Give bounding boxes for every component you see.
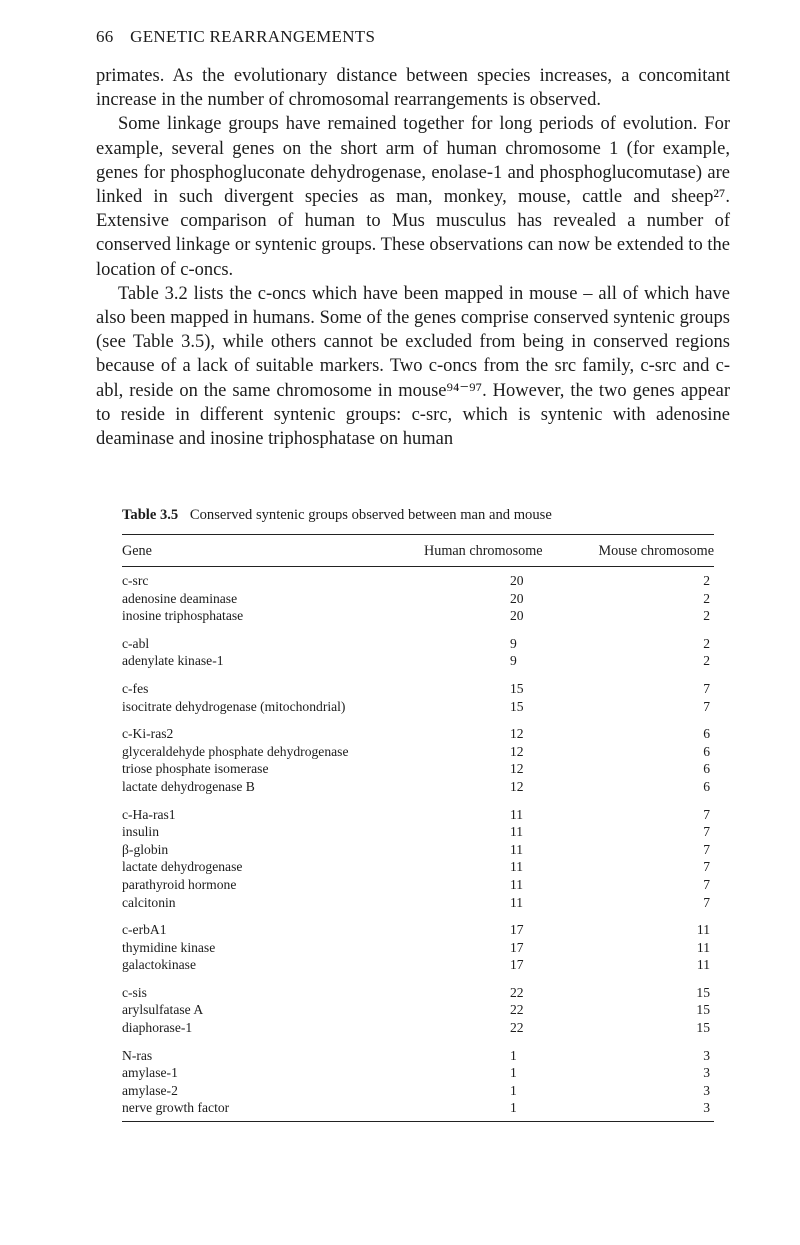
mouse-chromosome-cell: 11	[696, 939, 710, 955]
human-chromosome-cell: 11	[510, 841, 524, 857]
table-row	[122, 939, 714, 957]
gene-cell: nerve growth factor	[122, 1100, 230, 1116]
mouse-chromosome-cell: 6	[703, 726, 710, 742]
syntenic-group	[122, 921, 714, 974]
human-chromosome-cell: 22	[510, 984, 524, 1000]
table-row	[122, 894, 714, 912]
col-header-human: Human chromosome	[424, 543, 543, 559]
human-chromosome-cell: 9	[510, 653, 517, 669]
gene-cell: c-Ki-ras2	[122, 726, 174, 742]
table-row	[122, 876, 714, 894]
mouse-chromosome-cell: 7	[703, 841, 710, 857]
table-row	[122, 1001, 714, 1019]
mouse-chromosome-cell: 15	[696, 1002, 710, 1018]
gene-cell: triose phosphate isomerase	[122, 761, 269, 777]
syntenic-group	[122, 725, 714, 795]
table-row	[122, 858, 714, 876]
table-header-row	[122, 535, 714, 566]
human-chromosome-cell: 11	[510, 824, 524, 840]
gene-cell: isocitrate dehydrogenase (mitochondrial)	[122, 698, 346, 714]
body-text	[96, 64, 730, 451]
human-chromosome-cell: 1	[510, 1065, 517, 1081]
mouse-chromosome-cell: 7	[703, 806, 710, 822]
col-header-mouse: Mouse chromosome	[598, 543, 714, 559]
mouse-chromosome-cell: 7	[703, 698, 710, 714]
mouse-chromosome-cell: 3	[703, 1100, 710, 1116]
gene-cell: c-src	[122, 573, 149, 588]
gene-cell: amylase-2	[122, 1082, 178, 1098]
table-row	[122, 725, 714, 743]
table-row	[122, 652, 714, 670]
human-chromosome-cell: 15	[510, 698, 524, 714]
gene-cell: c-sis	[122, 984, 147, 1000]
syntenic-group	[122, 1047, 714, 1117]
human-chromosome-cell: 12	[510, 778, 524, 794]
human-chromosome-cell: 22	[510, 1002, 524, 1018]
syntenic-group	[122, 984, 714, 1037]
mouse-chromosome-cell: 2	[703, 573, 710, 588]
gene-cell: adenosine deaminase	[122, 590, 238, 606]
human-chromosome-cell: 11	[510, 894, 524, 910]
human-chromosome-cell: 15	[510, 680, 524, 696]
human-chromosome-cell: 20	[510, 608, 524, 624]
mouse-chromosome-cell: 15	[696, 984, 710, 1000]
mouse-chromosome-cell: 3	[703, 1082, 710, 1098]
gene-cell: c-abl	[122, 635, 150, 651]
table-row	[122, 778, 714, 796]
table-body	[122, 567, 714, 1121]
running-title: GENETIC REARRANGEMENTS	[130, 27, 376, 46]
paragraph: primates. As the evolutionary distance between species increases, a concomitant increase in the number of chromosomal rearrangements is observed.	[96, 66, 730, 111]
table-row	[122, 984, 714, 1002]
mouse-chromosome-cell: 7	[703, 859, 710, 875]
table-label: Table 3.5	[122, 507, 179, 523]
human-chromosome-cell: 9	[510, 635, 517, 651]
syntenic-group	[122, 635, 714, 670]
table-row	[122, 921, 714, 939]
gene-cell: adenylate kinase-1	[122, 653, 224, 669]
human-chromosome-cell: 1	[510, 1082, 517, 1098]
mouse-chromosome-cell: 3	[703, 1065, 710, 1081]
table-row	[122, 1064, 714, 1082]
mouse-chromosome-cell: 2	[703, 653, 710, 669]
table-bottom-rule	[122, 1121, 714, 1122]
table-row	[122, 1099, 714, 1117]
mouse-chromosome-cell: 7	[703, 876, 710, 892]
human-chromosome-cell: 1	[510, 1047, 517, 1063]
gene-cell: arylsulfatase A	[122, 1002, 204, 1018]
human-chromosome-cell: 12	[510, 726, 524, 742]
human-chromosome-cell: 12	[510, 743, 524, 759]
human-chromosome-cell: 11	[510, 806, 524, 822]
table-row	[122, 841, 714, 859]
gene-cell: c-Ha-ras1	[122, 806, 176, 822]
syntenic-group	[122, 680, 714, 715]
table-row	[122, 680, 714, 698]
human-chromosome-cell: 1	[510, 1100, 517, 1116]
table-row	[122, 1047, 714, 1065]
paragraph: Some linkage groups have remained together for long periods of evolution. For example, several genes on the short arm of human chromosome 1 (for example, genes for phosphogluconate dehydrogenase, enolase-1 and phosphoglucomutase) are linked in such divergent species as man, monkey, mouse, cattle and sheep²⁷. Extensive comparison of human to Mus musculus has revealed a number of conserved linkage or syntenic groups. These observations can now be extended to the location of c-oncs.	[96, 114, 730, 280]
mouse-chromosome-cell: 7	[703, 680, 710, 696]
paragraph: Table 3.2 lists the c-oncs which have been mapped in mouse – all of which have also been mapped in humans. Some of the genes comprise conserved syntenic groups (see Table 3.5), while others cannot be excluded from being in conserved regions because of a lack of suitable markers. Two c-oncs from the src family, c-src and c-abl, reside on the same chromosome in mouse⁹⁴⁻⁹⁷. However, the two genes appear to reside in different syntenic groups: c-src, which is syntenic with adenosine deaminase and inosine triphosphatase on human	[96, 283, 730, 450]
human-chromosome-cell: 11	[510, 859, 524, 875]
mouse-chromosome-cell: 2	[703, 590, 710, 606]
gene-cell: glyceraldehyde phosphate dehydrogenase	[122, 743, 349, 759]
syntenic-group	[122, 572, 714, 625]
gene-cell: c-fes	[122, 680, 149, 696]
table-row	[122, 572, 714, 590]
table-row	[122, 635, 714, 653]
gene-cell: β-globin	[122, 841, 169, 857]
running-header	[96, 27, 375, 47]
mouse-chromosome-cell: 6	[703, 743, 710, 759]
table-row	[122, 743, 714, 761]
gene-cell: thymidine kinase	[122, 939, 216, 955]
human-chromosome-cell: 17	[510, 957, 524, 973]
table-row	[122, 806, 714, 824]
mouse-chromosome-cell: 7	[703, 824, 710, 840]
syntenic-group	[122, 806, 714, 912]
table-row	[122, 760, 714, 778]
col-header-gene: Gene	[122, 543, 152, 559]
gene-cell: N-ras	[122, 1047, 153, 1063]
mouse-chromosome-cell: 6	[703, 778, 710, 794]
gene-cell: c-erbA1	[122, 922, 167, 938]
human-chromosome-cell: 17	[510, 939, 524, 955]
gene-cell: insulin	[122, 824, 160, 840]
table-caption-text: Conserved syntenic groups observed between man and mouse	[189, 507, 552, 523]
gene-cell: lactate dehydrogenase	[122, 859, 243, 875]
human-chromosome-cell: 12	[510, 761, 524, 777]
table-row	[122, 698, 714, 716]
human-chromosome-cell: 11	[510, 876, 524, 892]
gene-cell: inosine triphosphatase	[122, 608, 244, 624]
mouse-chromosome-cell: 11	[696, 922, 710, 938]
human-chromosome-cell: 17	[510, 922, 524, 938]
table-row	[122, 956, 714, 974]
table-row	[122, 607, 714, 625]
human-chromosome-cell: 20	[510, 573, 524, 588]
table-row	[122, 590, 714, 608]
gene-cell: amylase-1	[122, 1065, 178, 1081]
mouse-chromosome-cell: 6	[703, 761, 710, 777]
mouse-chromosome-cell: 3	[703, 1047, 710, 1063]
table-row	[122, 1082, 714, 1100]
table-caption	[122, 507, 714, 524]
mouse-chromosome-cell: 7	[703, 894, 710, 910]
gene-cell: calcitonin	[122, 894, 176, 910]
mouse-chromosome-cell: 15	[696, 1020, 710, 1036]
gene-cell: diaphorase-1	[122, 1020, 193, 1036]
gene-cell: parathyroid hormone	[122, 876, 237, 892]
mouse-chromosome-cell: 2	[703, 608, 710, 624]
table-row	[122, 1019, 714, 1037]
table-3-5	[122, 507, 714, 1122]
mouse-chromosome-cell: 2	[703, 635, 710, 651]
page-number: 66	[96, 27, 114, 46]
gene-cell: lactate dehydrogenase B	[122, 778, 255, 794]
human-chromosome-cell: 20	[510, 590, 524, 606]
mouse-chromosome-cell: 11	[696, 957, 710, 973]
gene-cell: galactokinase	[122, 957, 196, 973]
human-chromosome-cell: 22	[510, 1020, 524, 1036]
table-row	[122, 823, 714, 841]
